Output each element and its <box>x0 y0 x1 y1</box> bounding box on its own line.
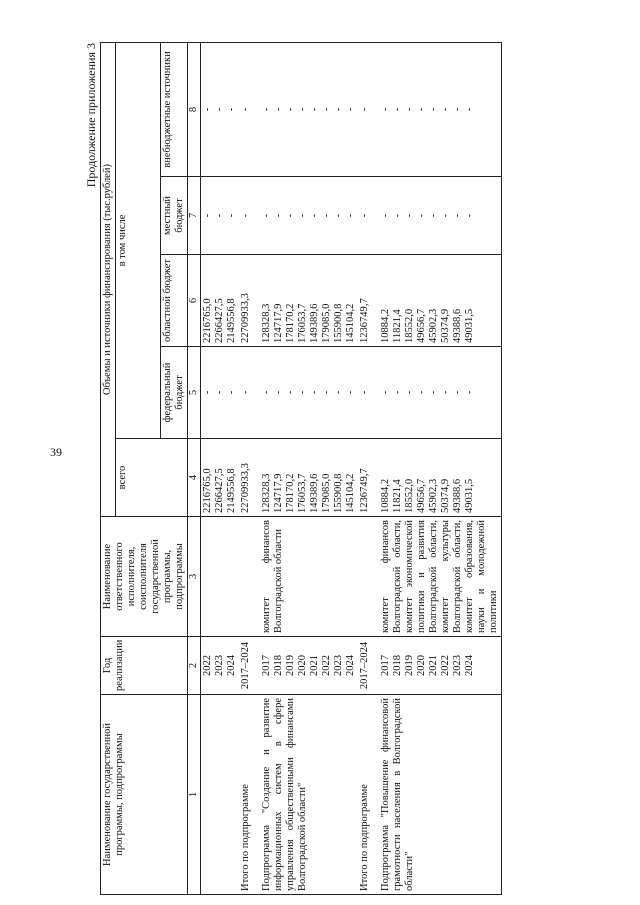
row-local: - <box>358 177 372 255</box>
row-name <box>201 695 240 895</box>
row-federal: - - - - - - - - <box>372 347 502 439</box>
table-row <box>201 42 240 894</box>
header-volumes: Объемы и источники финансирования (тыс.рублей) <box>101 42 116 516</box>
row-total: 10884,2 11821,4 18552,0 49656,7 45902,3 50374,9 49388,6 49031,5 <box>372 439 502 517</box>
row-local: - - - <box>201 177 240 255</box>
row-extra: - - - <box>201 42 240 176</box>
row-regional: 10884,2 11821,4 18552,0 49656,7 45902,3 50374,9 49388,6 49031,5 <box>372 255 502 347</box>
row-federal: - - - <box>201 347 240 439</box>
row-total: 22709933,3 <box>239 439 253 517</box>
row-regional: 2216765,0 2266427,5 2149556,8 <box>201 255 240 347</box>
col-number: 6 <box>188 255 201 347</box>
row-extra: - - - - - - - - <box>372 42 502 176</box>
row-executor: комитет финансов Волгоградской области <box>253 517 358 637</box>
row-local: - - - - - - - - <box>253 177 358 255</box>
row-local: - <box>239 177 253 255</box>
table-row <box>372 42 502 894</box>
row-extra: - <box>239 42 253 176</box>
row-regional: 1236749,7 <box>358 255 372 347</box>
col-number: 2 <box>188 637 201 695</box>
row-name: Итого по подпрограмме <box>358 695 372 895</box>
continuation-note: Продолжение приложения 3 <box>84 43 98 188</box>
funding-table <box>100 42 502 895</box>
row-federal: - - - - - - - - <box>253 347 358 439</box>
header-executor: Наименование ответственного исполнителя, соисполнителя государственной программы, подпрограммы <box>101 517 188 637</box>
table-row <box>253 42 358 894</box>
row-federal: - <box>358 347 372 439</box>
row-extra: - - - - - - - - <box>253 42 358 176</box>
row-years: 2022 2023 2024 <box>201 637 240 695</box>
header-including: в том числе <box>116 42 161 438</box>
row-regional: 128328,3 124717,9 178170,2 176053,7 149389,6 179085,0 155900,8 145104,2 <box>253 255 358 347</box>
row-years: 2017 2018 2019 2020 2021 2022 2023 2024 <box>372 637 502 695</box>
row-name: Подпрограмма "Создание и развитие информационных систем в сфере управления общественными финансами Волгоградской области" <box>253 695 358 895</box>
row-total: 1236749,7 <box>358 439 372 517</box>
table-row <box>358 42 372 894</box>
row-years: 2017–2024 <box>358 637 372 695</box>
col-number: 7 <box>188 177 201 255</box>
page-number: 39 <box>50 445 62 459</box>
row-executor <box>201 517 240 637</box>
header-federal: федеральный бюджет <box>161 347 188 439</box>
col-number: 4 <box>188 439 201 517</box>
table-row <box>239 42 253 894</box>
col-number: 8 <box>188 42 201 176</box>
row-years: 2017 2018 2019 2020 2021 2022 2023 2024 <box>253 637 358 695</box>
row-regional: 22709933,3 <box>239 255 253 347</box>
row-years: 2017–2024 <box>239 637 253 695</box>
header-total: всего <box>116 439 188 517</box>
col-number: 5 <box>188 347 201 439</box>
row-federal: - <box>239 347 253 439</box>
row-executor <box>358 517 372 637</box>
row-name: Подпрограмма "Повышение финансовой грамотности населения в Волгоградской области" <box>372 695 502 895</box>
header-program-name: Наименование государственной программы, подпрограммы <box>101 695 188 895</box>
row-executor: комитет финансов Волгоградской области, комитет экономической политики и развития Волгоградской области, комитет культуры Волгоградской области, комитет образования, науки и молодежной политики <box>372 517 502 637</box>
row-local: - - - - - - - - <box>372 177 502 255</box>
row-total: 2216765,0 2266427,5 2149556,8 <box>201 439 240 517</box>
row-name: Итого по подпрограмме <box>239 695 253 895</box>
row-extra: - <box>358 42 372 176</box>
rotated-table-page <box>78 35 603 895</box>
col-number: 1 <box>188 695 201 895</box>
row-executor <box>239 517 253 637</box>
header-local: местный бюджет <box>161 177 188 255</box>
col-number: 3 <box>188 517 201 637</box>
header-year: Год реализации <box>101 637 188 695</box>
row-total: 128328,3 124717,9 178170,2 176053,7 149389,6 179085,0 155900,8 145104,2 <box>253 439 358 517</box>
header-regional: областной бюджет <box>161 255 188 347</box>
header-extra: внебюджетные источники <box>161 42 188 176</box>
